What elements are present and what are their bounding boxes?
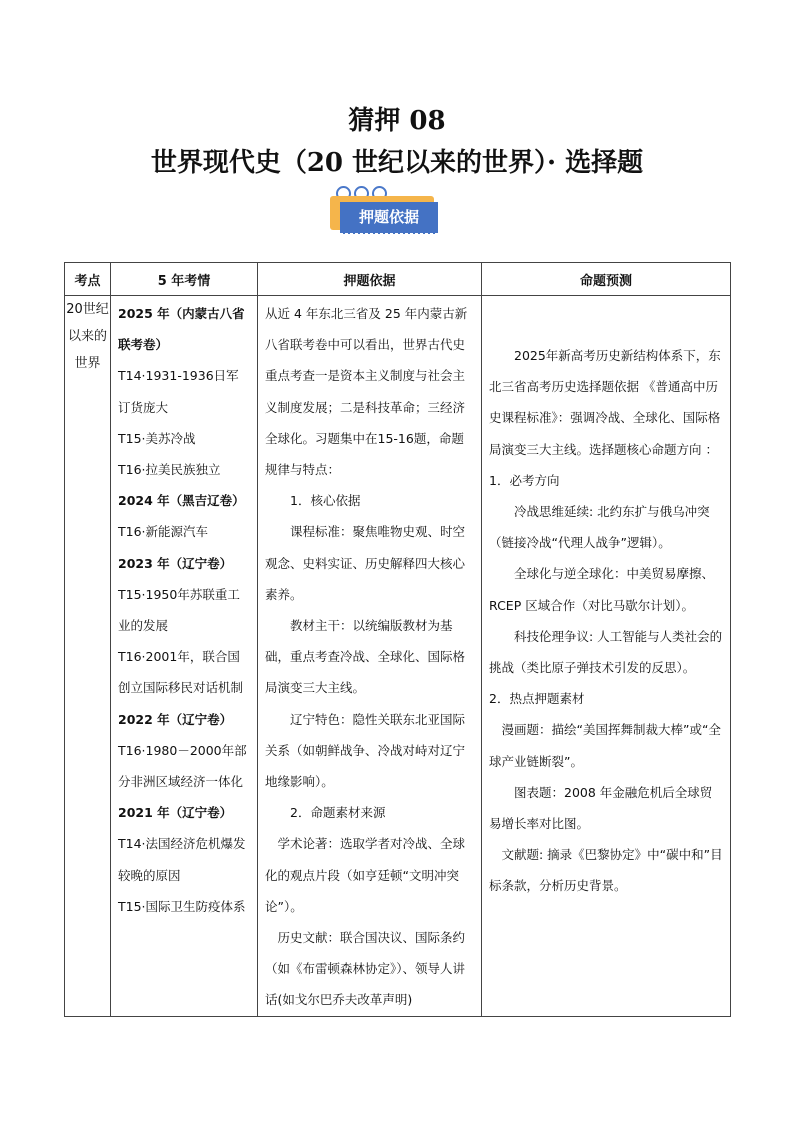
exam-history-line: 2025 年（内蒙古八省联考卷） (118, 306, 245, 353)
exam-history-line: 2022 年（辽宁卷） (118, 711, 233, 727)
header-kaodian: 考点 (65, 263, 111, 296)
header-exam-history: 5 年考情 (111, 263, 258, 296)
basis-paragraph: 课程标准：聚焦唯物史观、时空观念、史料实证、历史解释四大核心素养。 (265, 524, 466, 602)
exam-history-line: T16·新能源汽车 (118, 524, 209, 540)
page-subtitle: 世界现代史（20 世纪以来的世界）· 选择题 (150, 148, 644, 178)
basis-paragraph: 2．命题素材来源 (290, 805, 386, 821)
exam-history-line: T15·国际卫生防疫体系 (118, 898, 246, 914)
table-header-row (65, 263, 731, 296)
table-row (65, 296, 731, 1017)
exam-history-line: 2024 年（黑吉辽卷） (118, 493, 245, 509)
basis-paragraph: 教材主干：以统编版教材为基础，重点考查冷战、全球化、国际格局演变三大主线。 (265, 618, 466, 696)
exam-history-cell (111, 296, 258, 1017)
basis-paragraph: 历史文献：联合国决议、国际条约（如《布雷顿森林协定》）、领导人讲话(如戈尔巴乔夫改革声明) (265, 930, 466, 1008)
prediction-paragraph: 冷战思维延续: 北约东扩与俄乌冲突（链接冷战“代理人战争”逻辑）。 (489, 504, 710, 551)
page-title: 猜押 08 (348, 106, 446, 136)
basis-paragraph: 从近 4 年东北三省及 25 年内蒙古新八省联考卷中可以看出，世界古代史重点考查一是资本主义制度与社会主义制度发展；二是科技革命；三经济全球化。习题集中在15-16题，命题规律与特点： (265, 306, 468, 478)
kaodian-cell: 20世纪以来的世界 (65, 296, 111, 1017)
prediction-paragraph: 2．热点押题素材 (489, 691, 585, 707)
prediction-paragraph: 科技伦理争议: 人工智能与人类社会的挑战（类比原子弹技术引发的反思）。 (489, 628, 723, 676)
exam-history-line: 2021 年（辽宁卷） (118, 805, 233, 821)
prediction-paragraph: 图表题：2008 年金融危机后全球贸易增长率对比图。 (489, 784, 713, 832)
prediction-paragraph: 全球化与逆全球化：中美贸易摩擦、RCEP 区域合作（对比马歇尔计划）。 (489, 566, 715, 613)
header-prediction: 命题预测 (482, 263, 731, 296)
section-badge (330, 186, 470, 242)
exam-history-line: 2023 年（辽宁卷） (118, 555, 233, 571)
prediction-cell (482, 296, 731, 1017)
prediction-paragraph: 漫画题：描绘“美国挥舞制裁大棒”或“全球产业链断裂”。 (489, 722, 721, 769)
exam-history-line: T15·美苏冷战 (118, 430, 196, 446)
basis-paragraph: 辽宁特色：隐性关联东北亚国际关系（如朝鲜战争、冷战对峙对辽宁地缘影响）。 (265, 711, 466, 790)
basis-cell (258, 296, 482, 1017)
exam-history-line: T15·1950年苏联重工业的发展 (118, 586, 240, 634)
exam-history-line: T16·拉美民族独立 (118, 462, 221, 478)
header-basis: 押题依据 (258, 263, 482, 296)
exam-history-line: T16·1980－2000年部分非洲区域经济一体化 (118, 742, 247, 790)
exam-table (64, 262, 731, 1017)
exam-history-line: T16·2001年，联合国创立国际移民对话机制 (118, 649, 244, 696)
basis-paragraph: 1．核心依据 (290, 493, 361, 509)
exam-history-line: T14·1931-1936日军订货庞大 (118, 368, 239, 415)
prediction-paragraph: 文献题: 摘录《巴黎协定》中“碳中和”目标条款，分析历史背景。 (489, 847, 723, 894)
basis-paragraph: 学术论著：选取学者对冷战、全球化的观点片段（如亨廷顿“文明冲突论”）。 (265, 836, 466, 914)
prediction-paragraph: 2025年新高考历史新结构体系下，东北三省高考历史选择题依据 《普通高中历史课程标准》：强调冷战、全球化、国际格局演变三大主线。选择题核心命题方向 ： (489, 348, 721, 457)
badge-label: 押题依据 (340, 202, 438, 234)
prediction-paragraph: 1．必考方向 (489, 472, 560, 488)
exam-history-line: T14·法国经济危机爆发较晚的原因 (118, 836, 246, 883)
